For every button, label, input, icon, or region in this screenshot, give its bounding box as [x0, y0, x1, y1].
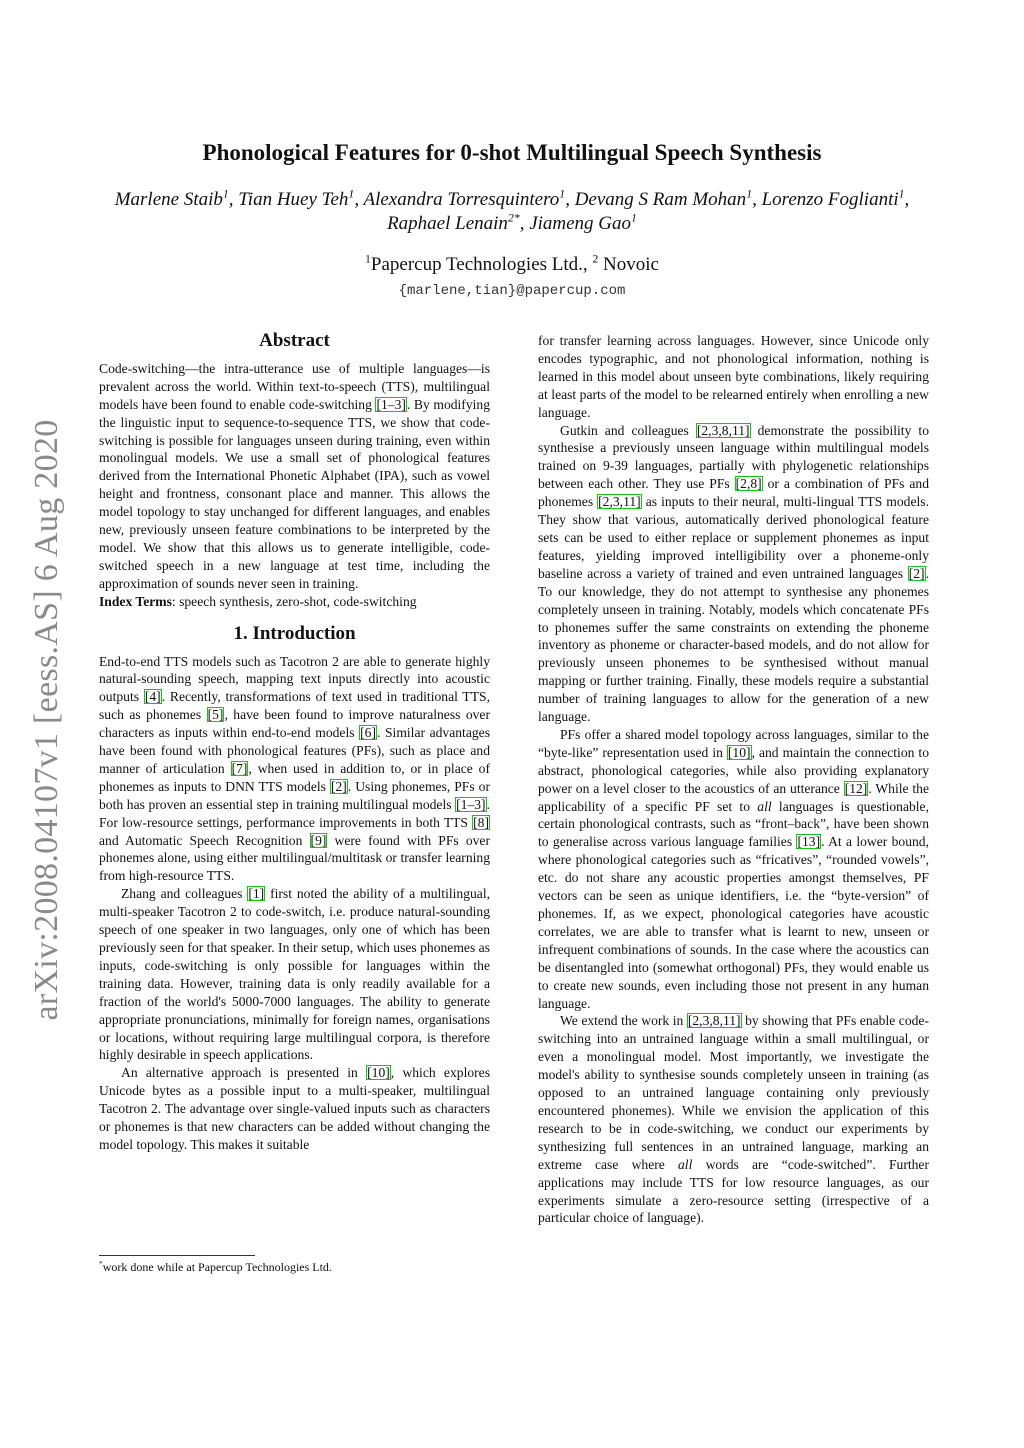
citation-link[interactable]: [7]: [231, 760, 248, 776]
author-affil-mark: 1: [631, 211, 637, 225]
citation-link[interactable]: [10]: [367, 1065, 390, 1081]
arxiv-stamp: arXiv:2008.04107v1 [eess.AS] 6 Aug 2020: [28, 419, 65, 1021]
citation-link[interactable]: [8]: [473, 814, 489, 830]
citation-link[interactable]: [2,3,8,11]: [696, 422, 750, 438]
author-affil-mark: 1: [348, 187, 355, 201]
citation-link[interactable]: [9]: [310, 832, 327, 848]
citation-link[interactable]: [2,3,8,11]: [687, 1013, 741, 1029]
author-affil-mark: 1: [898, 187, 905, 201]
citation-link[interactable]: [13]: [797, 834, 821, 850]
abstract-heading: Abstract: [259, 330, 330, 351]
intro-paragraph: We extend the work in [2,3,8,11] by showing that PFs enable code-switching into an untrained language within a small multilingual, or even a monolingual model. Most importantly, we investigate the model's ability to synthesise sounds completely unseen in training (as opposed to an untrained language containing only previously encountered phonemes). While we envision the application of this research to be in code-switching, we conduct our experiments by synthesizing full sentences in an untrained language, marking an extreme case where all words are “code-switched”. Further applications may include TTS for low resource languages, as our experiments simulate a zero-resource setting (irrespective of a particular choice of language).: [538, 1013, 929, 1226]
intro-paragraph: An alternative approach is presented in [10], which explores Unicode bytes as a possible input to a multi-speaker, multilingual Tacotron 2. The advantage over single-valued inputs such as characters or phonemes is that new characters can be added without changing the model topology. This makes it suitable: [99, 1065, 490, 1152]
right-column: [538, 332, 929, 1227]
intro-paragraph: Zhang and colleagues [1] first noted the ability of a multilingual, multi-speaker Tacotron 2 to code-switch, i.e. produce natural-sounding speech of one speaker in two languages, only one of which has been previously seen for that speaker. In their setup, which uses phonemes as inputs, code-switching is only possible for languages within the training data. However, training data is only readily available for a fraction of the world's 5000-7000 languages. The ability to generate appropriate pronunciations, minimally for foreign names, organisations or locations, without requiring large multilingual corpora, is therefore highly desirable in speech applications.: [99, 886, 490, 1063]
citation-link[interactable]: [4]: [144, 689, 161, 705]
abstract-body: Code-switching—the intra-utterance use of multiple languages—is prevalent across the world. Within text-to-speech (TTS), multilingual models have been found to enable code-switching [1–3]. By modifying the linguistic input to sequence-to-sequence TTS, we show that code-switching is possible for languages unseen during training, even within monolingual models. We use a small set of phonological features derived from the International Phonetic Alphabet (IPA), such as vowel height and frontness, consonant place and manner. This allows the model topology to stay unchanged for different languages, and enables new, previously unseen feature combinations to be interpreted by the model. We show that this allows us to generate intelligible, code-switched speech in a new language at test time, including the approximation of sounds never seen in training.: [99, 360, 491, 591]
intro-paragraph: End-to-end TTS models such as Tacotron 2 are able to generate highly natural-sounding speech, mapping text inputs directly into acoustic outputs [4]. Recently, transformations of text used in traditional TTS, such as phonemes [5], have been found to improve naturalness over characters as inputs within end-to-end models [6]. Similar advantages have been found with phonological features (PFs), such as place and manner of articulation [7], when used in addition to, or in place of phonemes as inputs to DNN TTS models [2]. Using phonemes, PFs or both has proven an essential step in training multilingual models [1–3]. For low-resource settings, performance improvements in both TTS [8] and Automatic Speech Recognition [9] were found with PFs over phonemes alone, using either multilingual/multitask or transfer learning from high-resource TTS.: [99, 653, 490, 884]
author-name: Marlene Staib: [114, 189, 223, 210]
footnote-rule: [99, 1255, 255, 1256]
author-name: Alexandra Torresquintero: [363, 189, 560, 210]
footnote-mark: *: [99, 1259, 103, 1268]
contact-email: {marlene,tian}@papercup.com: [398, 283, 626, 299]
citation-link[interactable]: [2,8]: [735, 476, 762, 492]
footnote: [99, 1255, 490, 1275]
author-affil-mark: 2*: [507, 211, 520, 225]
citation-link[interactable]: [12]: [844, 780, 868, 796]
author-affil-mark: 1: [746, 187, 753, 201]
author-list: Marlene Staib$^1$, Tian Huey Teh$^1$, Alexandra Torresquintero$^1$, Devang S Ram Mohan$^1$, Lorenzo Foglianti$^1$, Raphael Lenain$^{2*}$, Jiameng Gao$^1$: [114, 187, 910, 234]
footnote-text: work done while at Papercup Technologies Ltd.: [102, 1260, 332, 1274]
author-affil-mark: 1: [222, 187, 229, 201]
citation-link[interactable]: [1–3]: [376, 396, 406, 412]
citation-link[interactable]: [6]: [360, 725, 376, 741]
author-affil-mark: 1: [559, 187, 566, 201]
author-name: Lorenzo Foglianti: [761, 189, 899, 210]
intro-paragraph: Gutkin and colleagues [2,3,8,11] demonstrate the possibility to synthesise a previously unseen language within multilingual models trained on 9-39 languages, partially with phylogenetic relationships between each other. They use PFs [2,8] or a combination of PFs and phonemes [2,3,11] as inputs to their neural, multi-lingual TTS models. They show that various, automatically derived phonological feature sets can be used to either replace or supplement phonemes as input features, yielding improved intelligibility over a phoneme-only baseline across a variety of trained and even untrained languages [2]. To our knowledge, they do not attempt to synthesise any phonemes completely unseen in training. Notably, models which concatenate PFs to phonemes suffer the same constraints on extending the phoneme inventory as phoneme or character-based models, and do not allow for previously unseen phonemes to be synthesised without manual mapping or further training. Finally, these models require a substantial number of training languages to allow for the generation of a new language.: [538, 422, 929, 725]
citation-link[interactable]: [10]: [727, 744, 751, 760]
author-name: Devang S Ram Mohan: [574, 189, 747, 210]
author-name: Jiameng Gao: [529, 213, 632, 234]
index-terms: Index Terms: speech synthesis, zero-shot, code-switching: [99, 593, 417, 609]
citation-link[interactable]: [2,3,11]: [598, 494, 641, 510]
citation-link[interactable]: [2]: [330, 778, 347, 794]
affiliations: $^1$Papercup Technologies Ltd., $^2$ Novoic: [365, 252, 659, 275]
affiliation-papercup: Papercup Technologies Ltd.,: [370, 254, 588, 275]
left-column: [99, 332, 490, 1154]
citation-link[interactable]: [2]: [908, 565, 925, 581]
author-name: Tian Huey Teh: [238, 189, 349, 210]
citation-link[interactable]: [5]: [207, 707, 224, 723]
intro-heading: 1. Introduction: [233, 622, 356, 644]
intro-paragraph: PFs offer a shared model topology across languages, similar to the “byte-like” representation used in [10], and maintain the connection to abstract, phonological categories, while also providing explanatory power on a level closer to the acoustics of an utterance [12]. While the applicability of a specific PF set to all languages is questionable, certain phonological contrasts, such as “front–back”, have been shown to generalise across various language families [13]. At a lower bound, where phonological categories such as “fricatives”, “rounded vowels”, etc. do not share any acoustic properties amongst themselves, PF vectors can be seen as unique identifiers, i.e. the “byte-version” of phonemes. If, as we expect, phonological categories have acoustic correlates, we are able to transfer what is learnt to new, unseen or infrequent combinations of sounds. In the case where the acoustics can be disentangled into (somewhat orthogonal) PFs, they would enable us to create new sounds, even including those not present in any human language.: [538, 726, 930, 1011]
citation-link[interactable]: [1–3]: [456, 796, 486, 812]
paper-title: Phonological Features for 0-shot Multilingual Speech Synthesis: [202, 140, 822, 165]
affiliation-novoic: Novoic: [603, 254, 659, 275]
intro-paragraph: for transfer learning across languages. However, since Unicode only encodes typographic, and not phonological information, nothing is learned in this model about unseen byte combinations, likely requiring at least parts of the model to be relearned entirely when enrolling a new language.: [538, 333, 929, 420]
author-name: Raphael Lenain: [387, 213, 508, 234]
citation-link[interactable]: [1]: [248, 886, 265, 902]
